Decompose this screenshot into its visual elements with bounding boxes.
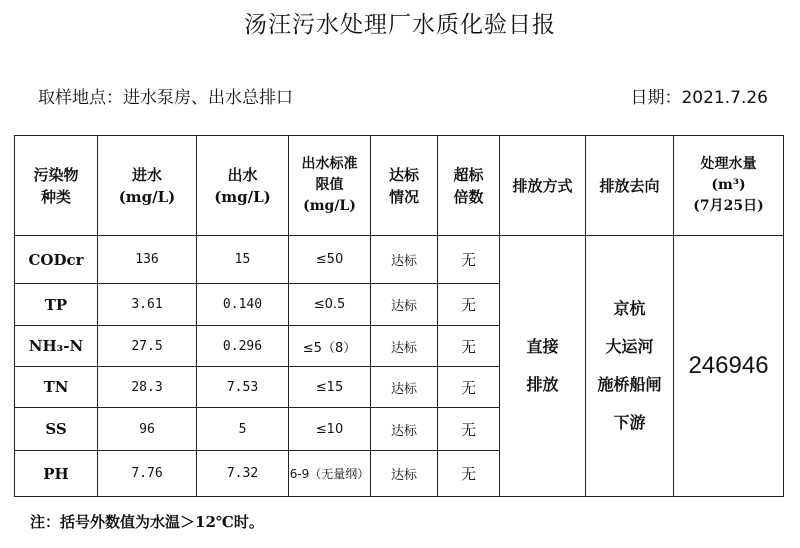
exceed-cell: 无	[438, 236, 500, 284]
standard-cell: 6-9（无量纲）	[289, 451, 371, 497]
outflow-cell: 0.140	[197, 284, 289, 326]
outflow-cell: 7.53	[197, 367, 289, 408]
outflow-cell: 7.32	[197, 451, 289, 497]
inflow-cell: 96	[98, 408, 197, 451]
pollutant-cell: TP	[15, 284, 98, 326]
pollutant-cell: PH	[15, 451, 98, 497]
discharge-method-cell: 直接 排放	[500, 236, 586, 497]
discharge-destination-cell: 京杭 大运河 施桥船闸 下游	[586, 236, 674, 497]
inflow-cell: 3.61	[98, 284, 197, 326]
exceed-cell: 无	[438, 284, 500, 326]
header-compliance: 达标 情况	[371, 136, 438, 236]
footnote: 注：括号外数值为水温＞12℃时。	[30, 513, 264, 531]
inflow-cell: 136	[98, 236, 197, 284]
standard-cell: ≤50	[289, 236, 371, 284]
header-pollutant: 污染物 种类	[15, 136, 98, 236]
report-date: 日期：2021.7.26	[630, 88, 768, 108]
exceed-cell: 无	[438, 367, 500, 408]
standard-cell: ≤5（8）	[289, 326, 371, 367]
pollutant-cell: TN	[15, 367, 98, 408]
standard-cell: ≤0.5	[289, 284, 371, 326]
pollutant-cell: SS	[15, 408, 98, 451]
header-inflow: 进水 (mg/L)	[98, 136, 197, 236]
pollutant-cell: CODcr	[15, 236, 98, 284]
header-standard: 出水标准 限值 (mg/L)	[289, 136, 371, 236]
outflow-cell: 15	[197, 236, 289, 284]
sampling-location: 取样地点：进水泵房、出水总排口	[38, 88, 293, 108]
compliance-cell: 达标	[371, 367, 438, 408]
table-row	[15, 236, 784, 284]
inflow-cell: 28.3	[98, 367, 197, 408]
standard-cell: ≤15	[289, 367, 371, 408]
compliance-cell: 达标	[371, 408, 438, 451]
outflow-cell: 0.296	[197, 326, 289, 367]
treated-volume-cell: 246946	[674, 236, 784, 497]
header-discharge-destination: 排放去向	[586, 136, 674, 236]
header-outflow: 出水 (mg/L)	[197, 136, 289, 236]
exceed-cell: 无	[438, 408, 500, 451]
exceed-cell: 无	[438, 326, 500, 367]
compliance-cell: 达标	[371, 284, 438, 326]
compliance-cell: 达标	[371, 326, 438, 367]
report-title: 汤汪污水处理厂水质化验日报	[244, 12, 556, 38]
exceed-cell: 无	[438, 451, 500, 497]
pollutant-cell: NH₃-N	[15, 326, 98, 367]
inflow-cell: 7.76	[98, 451, 197, 497]
compliance-cell: 达标	[371, 451, 438, 497]
header-row	[15, 136, 784, 236]
outflow-cell: 5	[197, 408, 289, 451]
header-exceed: 超标 倍数	[438, 136, 500, 236]
inflow-cell: 27.5	[98, 326, 197, 367]
standard-cell: ≤10	[289, 408, 371, 451]
header-discharge-method: 排放方式	[500, 136, 586, 236]
water-quality-table	[14, 135, 784, 497]
compliance-cell: 达标	[371, 236, 438, 284]
header-volume: 处理水量 (m³) (7月25日)	[674, 136, 784, 236]
